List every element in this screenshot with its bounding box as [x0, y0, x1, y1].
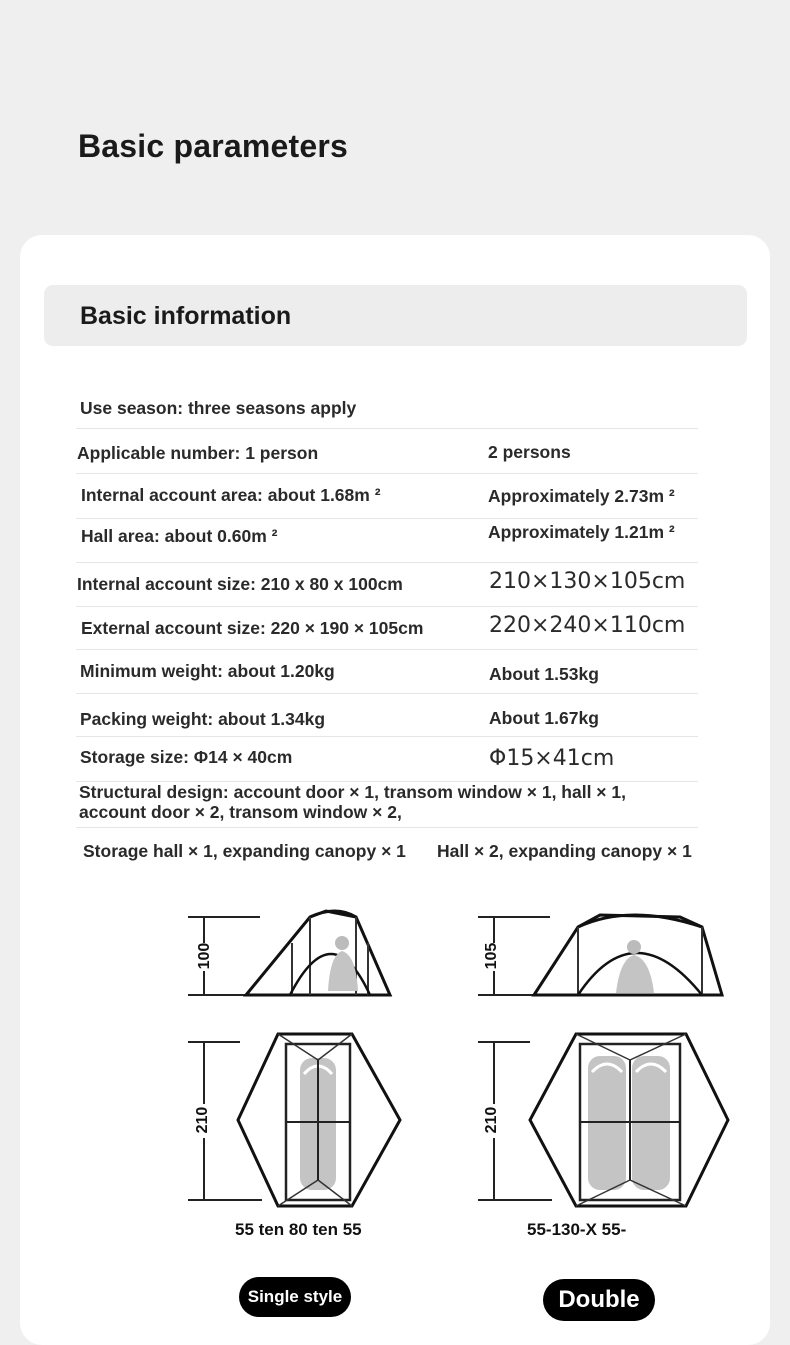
- storage-left: Storage hall × 1, expanding canopy × 1: [83, 841, 406, 861]
- spec-row-external-size: [76, 606, 698, 650]
- double-tent-side-diagram: [470, 903, 740, 1003]
- single-height-label: 100: [196, 942, 213, 970]
- spec-label: Use season: three seasons apply: [80, 398, 357, 418]
- spec-row-min-weight: [76, 649, 698, 694]
- structural-text: [79, 782, 626, 822]
- spec-row-season: [76, 390, 698, 429]
- spec-label: Hall area: about 0.60m ²: [81, 526, 278, 546]
- structural-line-2: account door × 2, transom window × 2,: [79, 802, 402, 822]
- single-style-pill: [239, 1277, 351, 1317]
- spec-row-storage-size: [76, 736, 698, 782]
- spec-value: 2 persons: [488, 442, 571, 462]
- double-length-label: 210: [483, 1106, 500, 1134]
- spec-label: External account size: 220 × 190 × 105cm: [81, 618, 424, 638]
- single-width-label: 55 ten 80 ten 55: [235, 1220, 362, 1239]
- page-title: Basic parameters: [78, 128, 349, 164]
- spec-row-packing-weight: [76, 693, 698, 737]
- spec-row-number: [76, 428, 698, 474]
- spec-value: 220×240×110cm: [489, 613, 686, 638]
- spec-label: Applicable number: 1 person: [77, 443, 319, 463]
- spec-label: Minimum weight: about 1.20kg: [80, 661, 335, 681]
- spec-label: Packing weight: about 1.34kg: [80, 709, 326, 729]
- double-width-label: 55-130-X 55-: [527, 1220, 627, 1239]
- spec-value: Φ15×41cm: [489, 746, 615, 771]
- spec-row-internal-size: [76, 562, 698, 607]
- double-style-label: Double: [558, 1286, 640, 1313]
- spec-value: About 1.53kg: [489, 664, 599, 684]
- spec-row-structural: [76, 781, 698, 828]
- section-title: Basic information: [80, 302, 292, 330]
- spec-row-hall-area: [76, 518, 698, 563]
- spec-value: Approximately 1.21m ²: [488, 522, 675, 542]
- structural-line-1: Structural design: account door × 1, transom window × 1, hall × 1,: [79, 782, 626, 802]
- spec-value: About 1.67kg: [489, 708, 599, 728]
- single-length-label: 210: [194, 1106, 211, 1134]
- spec-value: 210×130×105cm: [489, 569, 686, 594]
- spec-card: [20, 235, 770, 1345]
- spec-label: Storage size: Φ14 × 40cm: [80, 747, 293, 767]
- section-header: [44, 285, 747, 346]
- single-tent-top-diagram: [180, 1030, 420, 1215]
- spec-row-internal-area: [76, 473, 698, 519]
- single-tent-side-diagram: [180, 903, 420, 1003]
- spec-label: Internal account size: 210 x 80 x 100cm: [77, 574, 403, 594]
- spec-value: Approximately 2.73m ²: [488, 486, 675, 506]
- spec-label: Internal account area: about 1.68m ²: [81, 485, 381, 505]
- double-height-label: 105: [483, 942, 500, 970]
- double-style-pill: [543, 1279, 655, 1321]
- single-style-label: Single style: [247, 1287, 343, 1306]
- double-tent-top-diagram: [470, 1030, 750, 1215]
- storage-right: Hall × 2, expanding canopy × 1: [437, 841, 692, 861]
